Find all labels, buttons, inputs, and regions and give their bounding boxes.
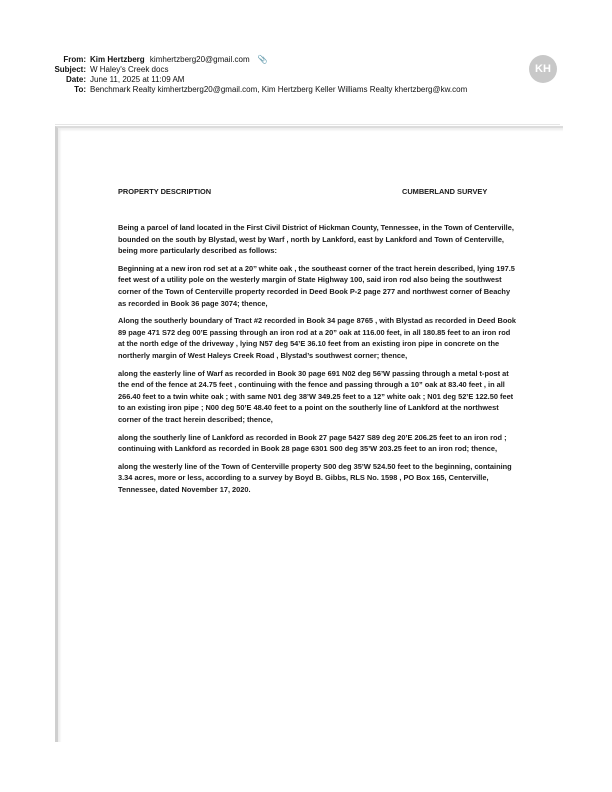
from-value xyxy=(90,55,268,65)
avatar[interactable]: KH xyxy=(529,55,557,83)
date-value: June 11, 2025 at 11:09 AM xyxy=(90,75,185,84)
sender-name[interactable]: Kim Hertzberg xyxy=(90,55,145,64)
paragraph-closing: along the westerly line of the Town of Centerville property S00 deg 35’W 524.50 feet to the beginning, containing 3.34 acres, more or less, according to a survey by Boyd B. Gibbs, RLS No. 1598 , PO Box 165, Centerville, Tennessee, dated November 17, 2020. xyxy=(118,461,512,494)
paragraph-intro: Being a parcel of land located in the First Civil District of Hickman County, Tennessee, in the Town of Centerville, bounded on the south by Blystad, west by Warf , north by Lankford, east by Lankford and Town of Centerville, being more particularly described as follows: xyxy=(118,223,514,256)
header-divider xyxy=(55,124,560,125)
subject-value: W Haley's Creek docs xyxy=(90,65,169,74)
paragraph-beginning: Beginning at a new iron rod set at a 20’’ white oak , the southeast corner of the tract herein described, lying 197.5 feet west of a utility pole on the westerly margin of State Highway 100, said iron rod also being the southwest corner of the Town of Centerville property recorded in Deed Book P-2 page 277 and northwest corner of Beachy as recorded in Book 36 page 3074; thence, xyxy=(118,263,515,308)
document-title: PROPERTY DESCRIPTION xyxy=(118,187,212,196)
from-label: From: xyxy=(63,55,86,64)
to-label: To: xyxy=(74,85,86,94)
paragraph-west-boundary: along the easterly line of Warf as recorded in Book 30 page 691 N02 deg 56’W passing through a metal t-post at the end of the fence at 24.75 feet , continuing with the fence and passing through a 10” oak at 83.40 feet , in all 266.40 feet to a twin white oak ; with same N01 deg 38’W 349.25 feet to a 12” white oak ; N01 deg 52’E 122.50 feet to an existing iron pipe ; N00 deg 50’E 48.40 feet to a point on the southerly line of Lankford at the northwest corner of the tract herein described; thence, xyxy=(118,368,514,424)
document-heading xyxy=(118,186,518,200)
property-description xyxy=(118,186,518,501)
date-label: Date: xyxy=(65,75,86,84)
to-value[interactable]: Benchmark Realty kimhertzberg20@gmail.com, Kim Hertzberg Keller Williams Realty khertzberg@kw.com xyxy=(90,85,468,94)
paperclip-icon[interactable]: 📎 xyxy=(257,55,268,64)
sender-email[interactable]: kimhertzberg20@gmail.com xyxy=(149,55,250,64)
paragraph-north-boundary: along the southerly line of Lankford as recorded in Book 27 page 5427 S89 deg 20’E 206.25 feet to an iron rod ; continuing with Lankford as recorded in Book 28 page 6301 S00 deg 35’W 203.25 feet to an iron rod; thence, xyxy=(118,432,507,454)
subject-label: Subject: xyxy=(54,65,86,74)
paragraph-south-boundary: Along the southerly boundary of Tract #2 recorded in Book 34 page 8765 , with Blystad as recorded in Deed Book 89 page 471 S72 deg 00’E passing through an iron rod at a 20” oak at 116.00 feet, in all 180.85 feet to an iron rod at the north edge of the driveway , lying N57 deg 54’E 36.10 feet from an existing iron pipe in concrete on the northerly margin of West Haleys Creek Road , Blystad’s southwest corner; thence, xyxy=(118,316,516,360)
survey-name: CUMBERLAND SURVEY xyxy=(402,187,488,196)
